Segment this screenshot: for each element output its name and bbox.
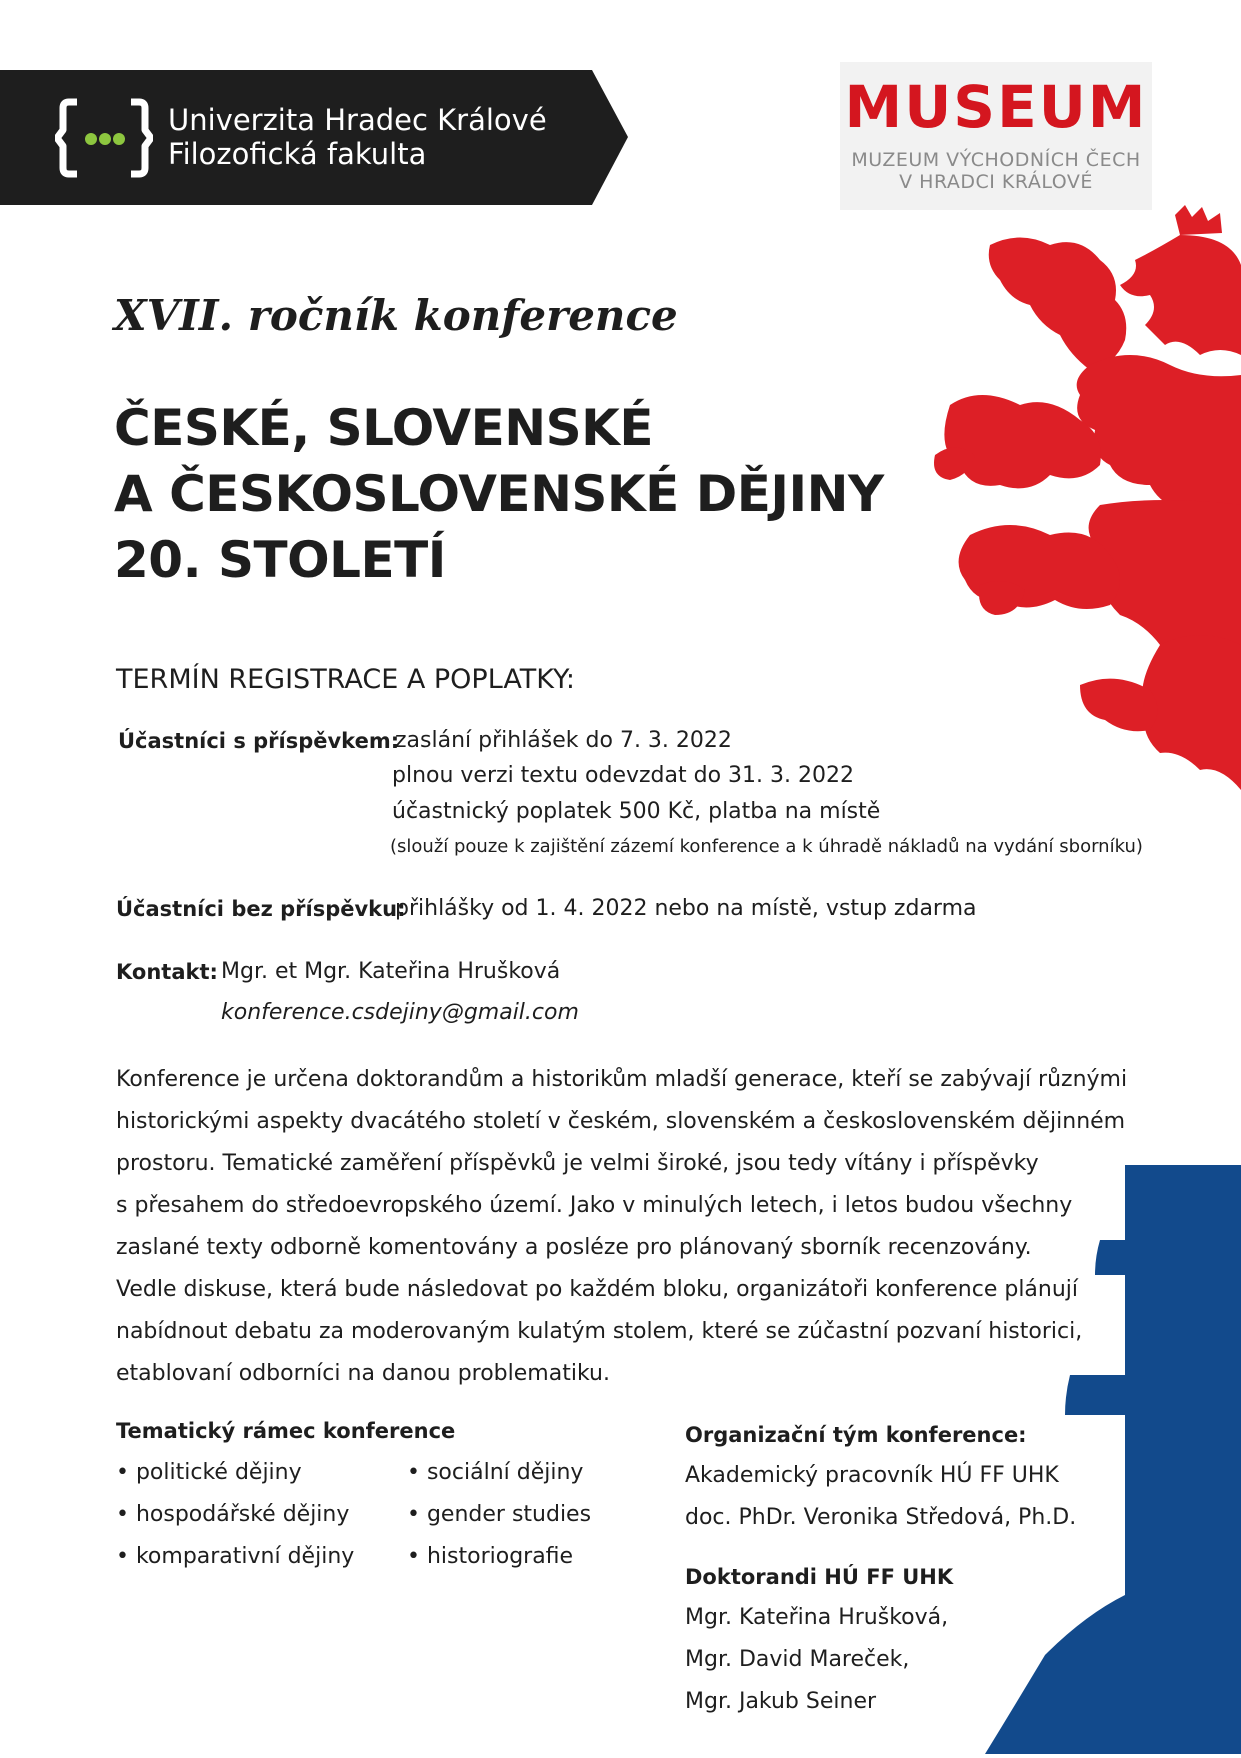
- university-line-2: Filozofická fakulta: [168, 137, 427, 171]
- theme-item: • sociální dějiny: [407, 1460, 584, 1485]
- bohemian-lion-icon: [930, 205, 1241, 790]
- academic-name: doc. PhDr. Veronika Středová, Ph.D.: [685, 1505, 1077, 1530]
- conference-edition: XVII. ročník konference: [114, 291, 678, 340]
- museum-logo: MUSEUM: [844, 73, 1148, 141]
- university-logo-icon: [55, 98, 153, 178]
- doctoral-name: Mgr. Jakub Seiner: [685, 1689, 877, 1714]
- team-heading: Organizační tým konference:: [685, 1423, 1027, 1447]
- description-line: historickými aspekty dvacátého století v českém, slovenském a československém dějinném: [116, 1109, 1126, 1134]
- doctoral-name: Mgr. Kateřina Hrušková,: [685, 1605, 949, 1630]
- theme-item: • gender studies: [407, 1502, 592, 1527]
- with-paper-line: zaslání přihlášek do 7. 3. 2022: [395, 728, 732, 753]
- without-paper-label: Účastníci bez příspěvku:: [116, 897, 406, 921]
- with-paper-line: účastnický poplatek 500 Kč, platba na místě: [392, 799, 881, 824]
- title-line-2: A ČESKOSLOVENSKÉ DĚJINY: [114, 465, 884, 523]
- theme-item: • historiografie: [407, 1544, 574, 1569]
- contact-email-link[interactable]: konference.csdejiny@gmail.com: [221, 1000, 579, 1025]
- title-line-3: 20. STOLETÍ: [114, 531, 446, 589]
- description-line: nabídnout debatu za moderovaným kulatým stolem, které se zúčastní pozvaní historici,: [116, 1319, 1083, 1344]
- description-line: Vedle diskuse, která bude následovat po každém bloku, organizátoři konference plánují: [116, 1277, 1079, 1302]
- description-line: zaslané texty odborně komentovány a posléze pro plánovaný sborník recenzovány.: [116, 1235, 1032, 1260]
- with-paper-line: plnou verzi textu odevzdat do 31. 3. 2022: [392, 763, 854, 788]
- with-paper-note: (slouží pouze k zajištění zázemí konference a k úhradě nákladů na vydání sborníku): [390, 836, 1143, 857]
- theme-item: • komparativní dějiny: [116, 1544, 355, 1569]
- themes-column-2: [407, 1452, 591, 1578]
- university-name: [168, 103, 547, 171]
- description-paragraph: [116, 1059, 1128, 1395]
- description-line: Konference je určena doktorandům a historikům mladší generace, kteří se zabývají různými: [116, 1067, 1128, 1092]
- museum-subtitle-line-2: V HRADCI KRÁLOVÉ: [899, 171, 1093, 193]
- university-line-1: Univerzita Hradec Králové: [168, 103, 547, 137]
- themes-heading: Tematický rámec konference: [116, 1419, 456, 1443]
- academic-role: Akademický pracovník HÚ FF UHK: [685, 1463, 1059, 1488]
- registration-heading: TERMÍN REGISTRACE A POPLATKY:: [116, 664, 575, 695]
- theme-item: • politické dějiny: [116, 1460, 302, 1485]
- museum-subtitle: [840, 149, 1152, 193]
- themes-column-1: [116, 1452, 354, 1578]
- title-line-1: ČESKÉ, SLOVENSKÉ: [114, 399, 654, 457]
- with-paper-label: Účastníci s příspěvkem:: [118, 729, 400, 753]
- description-line: s přesahem do středoevropského území. Jako v minulých letech, i letos budou všechny: [116, 1193, 1073, 1218]
- page-title: [114, 395, 884, 593]
- description-line: prostoru. Tematické zaměření příspěvků je velmi široké, jsou tedy vítány i příspěvky: [116, 1151, 1039, 1176]
- doctoral-heading: Doktorandi HÚ FF UHK: [685, 1565, 954, 1589]
- organizing-team: [685, 1418, 1076, 1723]
- museum-subtitle-line-1: MUZEUM VÝCHODNÍCH ČECH: [851, 149, 1141, 171]
- contact-name: Mgr. et Mgr. Kateřina Hrušková: [221, 959, 561, 984]
- contact-label: Kontakt:: [116, 960, 218, 984]
- theme-item: • hospodářské dějiny: [116, 1502, 350, 1527]
- without-paper-text: přihlášky od 1. 4. 2022 nebo na místě, vstup zdarma: [395, 896, 977, 921]
- doctoral-name: Mgr. David Mareček,: [685, 1647, 910, 1672]
- description-line: etablovaní odborníci na danou problematiku.: [116, 1361, 610, 1386]
